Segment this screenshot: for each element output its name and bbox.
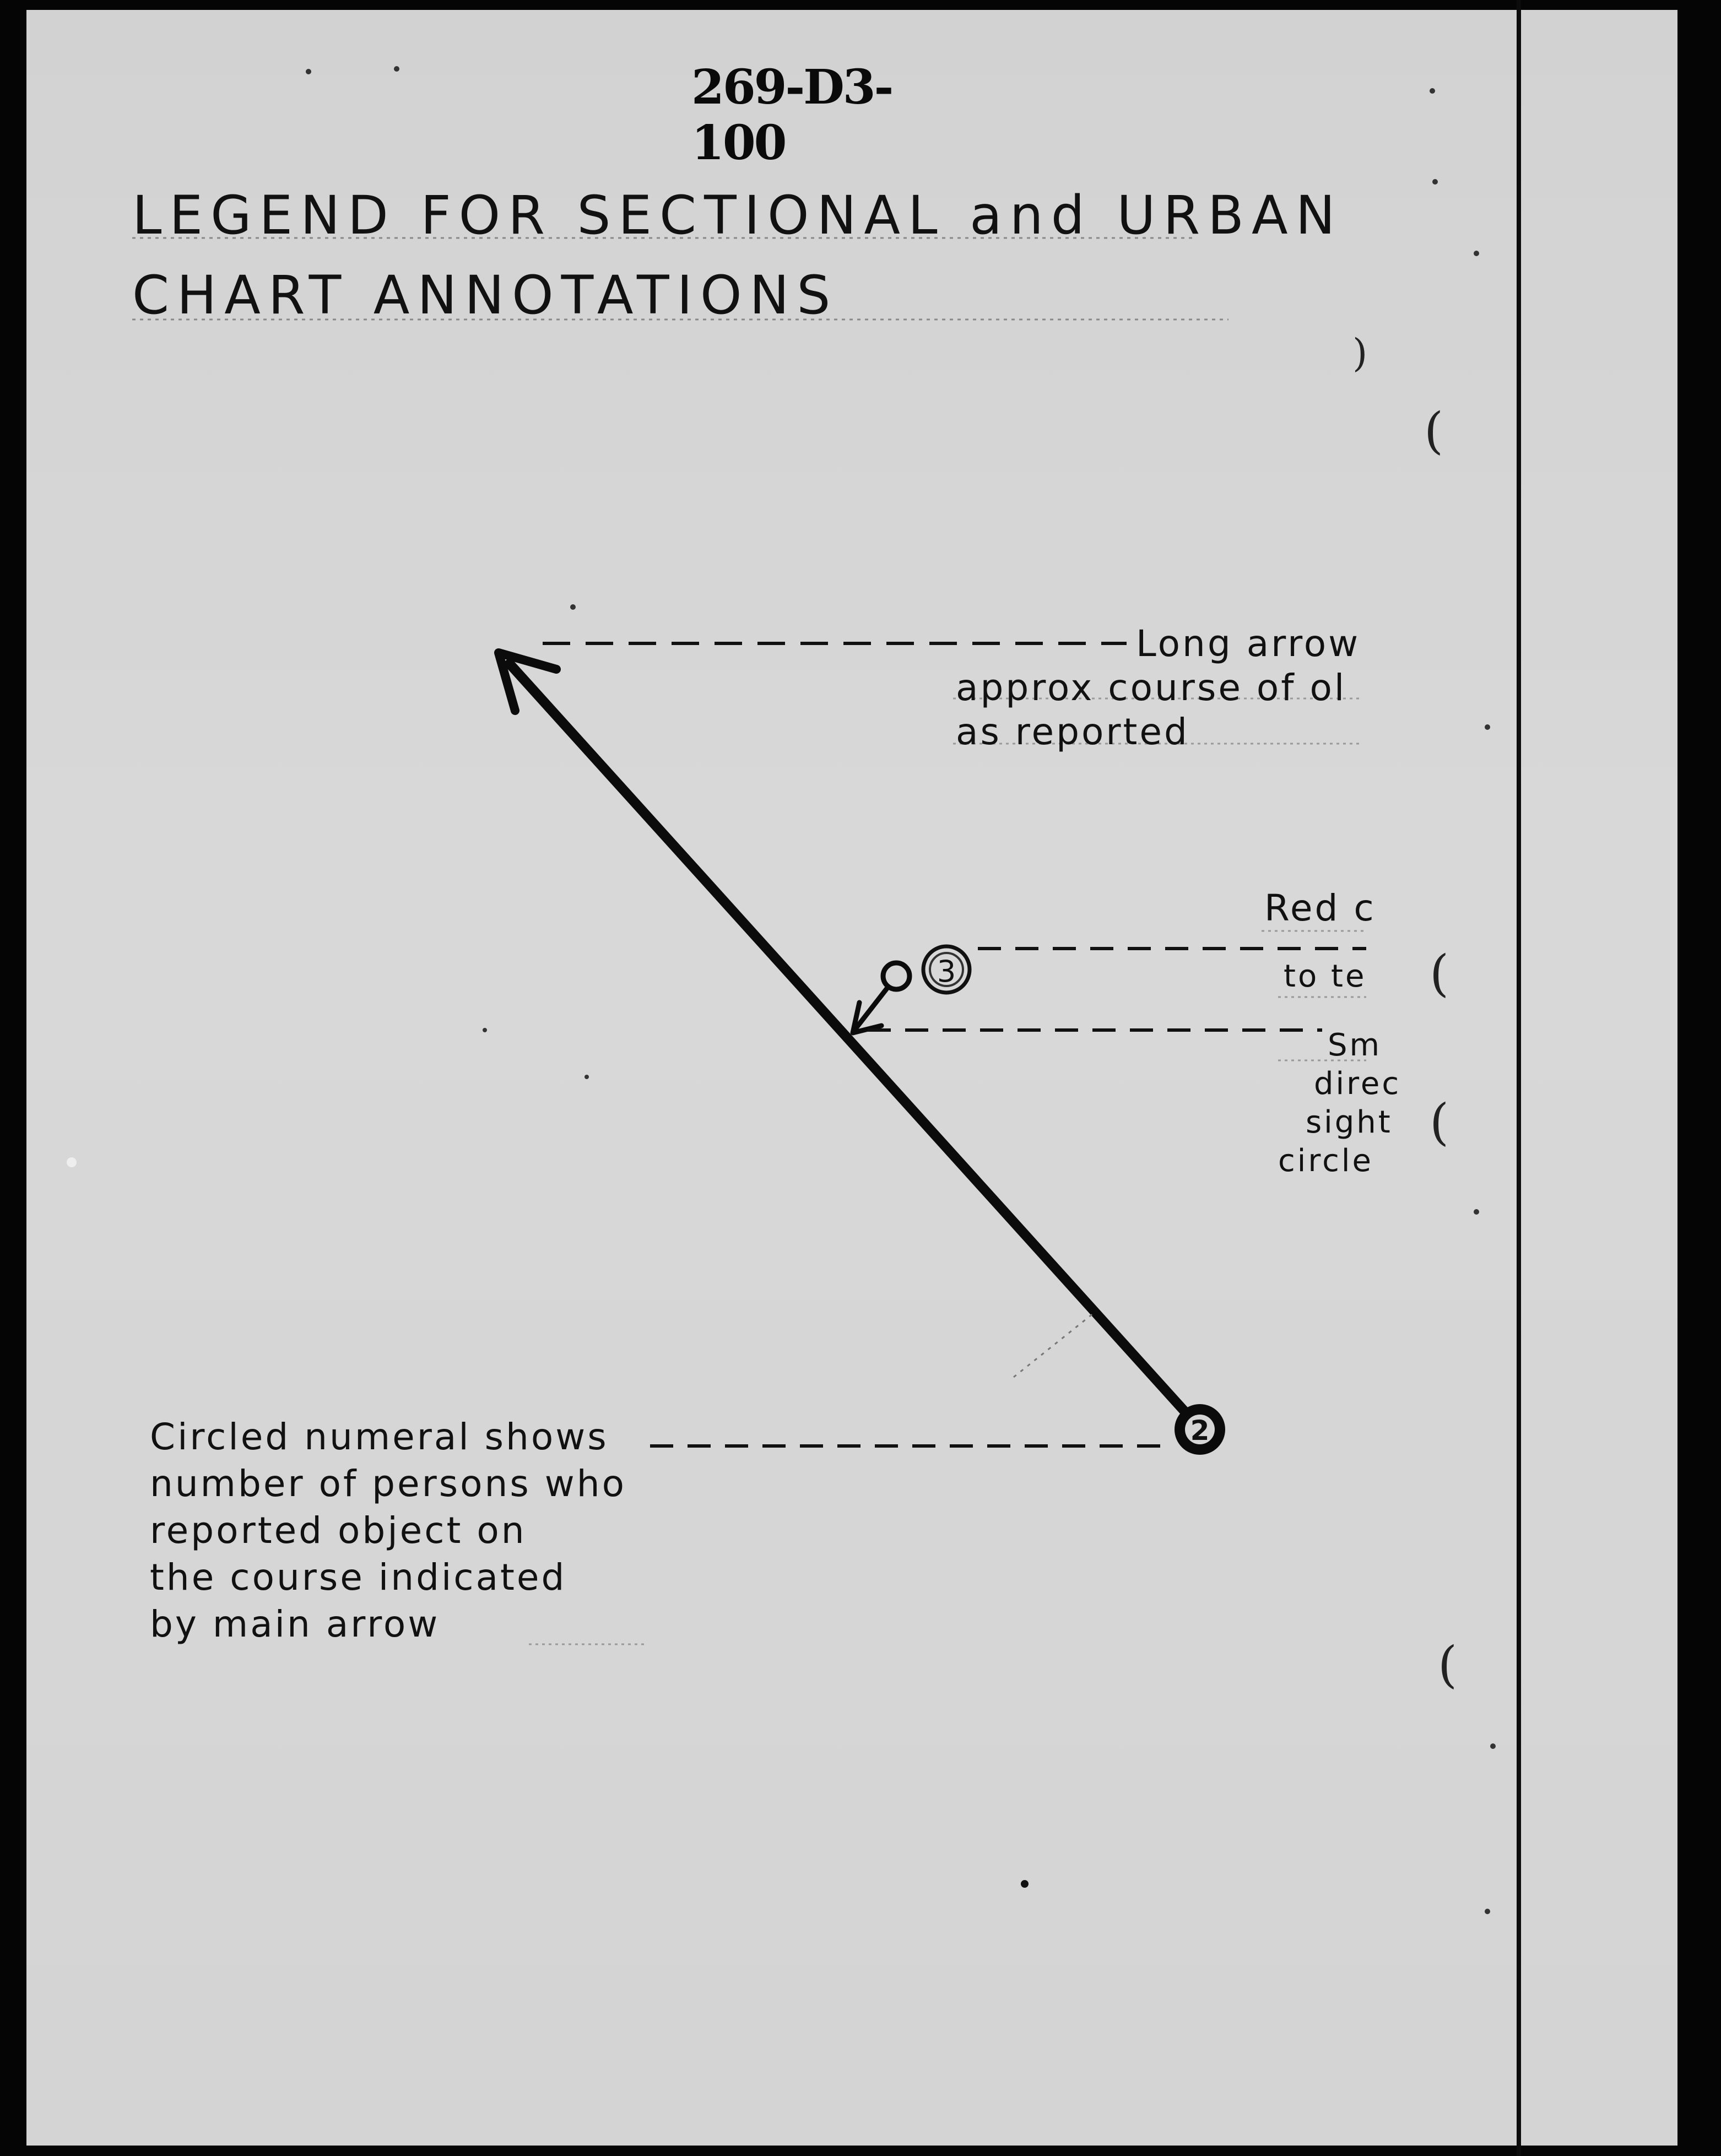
speck [1485, 1909, 1490, 1914]
title-line-1: LEGEND FOR SECTIONAL and URBAN [132, 185, 1343, 246]
speck [1474, 1209, 1479, 1215]
small-arrow-note-line-2: direc [1314, 1066, 1401, 1102]
small-arrow-note-line-4: circle [1278, 1143, 1373, 1179]
small-arrow-note-line-3: sight [1306, 1104, 1393, 1140]
red-note-line-2: to te [1284, 958, 1367, 994]
speck [570, 604, 576, 610]
speck [1432, 179, 1438, 185]
red-note-line-1: Red c [1264, 887, 1376, 929]
stray-pencil-line [1014, 1311, 1096, 1377]
margin-mark: ( [1424, 402, 1444, 460]
speck [1485, 724, 1490, 730]
circled-numeral-note-line-4: the course indicated [150, 1556, 567, 1599]
margin-mark: ) [1352, 331, 1368, 376]
margin-mark: ( [1430, 945, 1449, 1003]
speck [306, 69, 311, 74]
long-arrow-note-line-2: approx course of ol [956, 667, 1347, 709]
margin-mark: ( [1438, 1636, 1458, 1694]
circled-numeral-note-line-2: number of persons who [150, 1462, 626, 1505]
long-arrow-note-line-3: as reported [956, 711, 1189, 753]
secondary-count-number: 3 [937, 954, 956, 989]
small-arrow-note-line-1: Sm [1328, 1027, 1382, 1063]
speck [1474, 251, 1479, 256]
main-count-number: 2 [1190, 1415, 1210, 1447]
speck [1021, 1880, 1029, 1888]
long-arrow-note-line-1: Long arrow [1136, 622, 1361, 665]
circled-numeral-note-line-3: reported object on [150, 1509, 527, 1552]
speck [1430, 88, 1435, 94]
title-line-2: CHART ANNOTATIONS [132, 264, 838, 326]
speck [1490, 1743, 1496, 1749]
circled-numeral-note-line-1: Circled numeral shows [150, 1416, 609, 1458]
circled-numeral-note-line-5: by main arrow [150, 1603, 440, 1645]
speck [394, 66, 399, 72]
document-number: 269-D3-100 [691, 59, 892, 171]
margin-mark: ( [1430, 1093, 1449, 1151]
